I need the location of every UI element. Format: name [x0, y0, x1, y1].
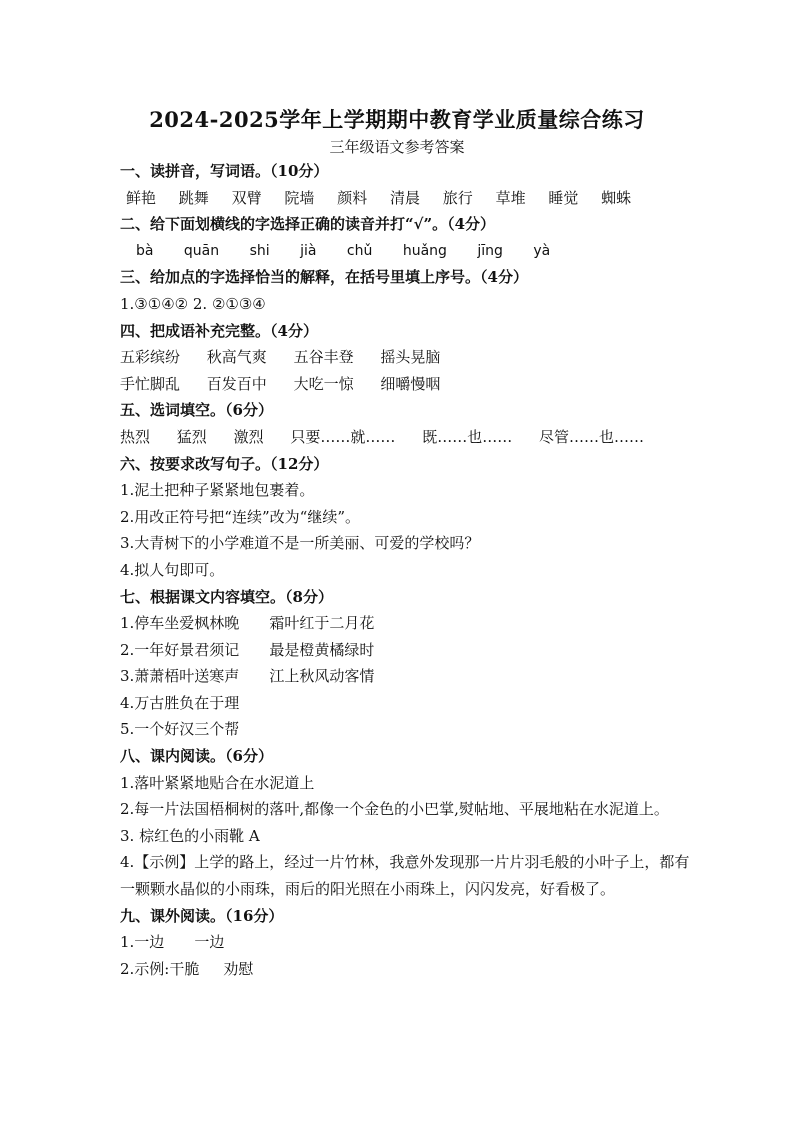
- word-item: 鲜艳: [126, 188, 157, 207]
- choice-item: 既……也……: [422, 427, 513, 446]
- section-9-line: [120, 956, 690, 983]
- idiom-item: 五彩缤纷: [120, 348, 181, 367]
- poem-line-a: 3.萧萧梧叶送寒声: [120, 667, 240, 686]
- poem-line-a: 1.停车坐爱枫林晚: [120, 614, 240, 633]
- section-8-line: 1.落叶紧紧地贴合在水泥道上: [120, 773, 315, 792]
- section-5-heading: 五、选词填空。（6分）: [120, 401, 273, 420]
- word-item: 清晨: [389, 188, 420, 207]
- poem-line-b: 江上秋风动客情: [269, 667, 375, 686]
- answer-part: 劝慰: [223, 959, 254, 978]
- section-7-line: [120, 610, 690, 637]
- answer-part: 1.一边: [120, 933, 165, 952]
- pinyin-item: huǎng: [402, 242, 447, 259]
- answer-content: [120, 158, 690, 982]
- choice-item: 只要……就……: [290, 427, 396, 446]
- section-4-row-1: [120, 344, 690, 371]
- pinyin-item: bà: [136, 242, 154, 259]
- word-item: 颜料: [337, 188, 368, 207]
- poem-line-b: 最是橙黄橘绿时: [269, 640, 375, 659]
- section-6-line: 3.大青树下的小学难道不是一所美丽、可爱的学校吗？: [120, 534, 480, 553]
- answer-part: 2.示例:干脆: [120, 959, 200, 978]
- idiom-item: 细嚼慢咽: [380, 374, 441, 393]
- word-item: 跳舞: [178, 188, 209, 207]
- section-8-line: 4.【示例】上学的路上，经过一片竹林，我意外发现那一片片羽毛般的小叶子上，都有一颗颗水晶似的小雨珠，雨后的阳光照在小雨珠上，闪闪发亮，好看极了。: [120, 853, 690, 899]
- answer-part: 一边: [194, 933, 225, 952]
- word-item: 草堆: [495, 188, 526, 207]
- section-6-line: 4.拟人句即可。: [120, 560, 225, 579]
- poem-line-a: 4.万古胜负在于理: [120, 693, 240, 712]
- idiom-item: 百发百中: [206, 374, 267, 393]
- page-subtitle: 三年级语文参考答案: [329, 138, 465, 156]
- section-2-pinyin: [120, 238, 690, 265]
- word-item: 旅行: [442, 188, 473, 207]
- section-6-heading: 六、按要求改写句子。（12分）: [120, 454, 329, 473]
- poem-line-a: 5.一个好汉三个帮: [120, 720, 240, 739]
- pinyin-item: jià: [300, 242, 317, 259]
- section-7-line: [120, 716, 690, 743]
- idiom-item: 秋高气爽: [206, 348, 267, 367]
- choice-item: 热烈: [120, 427, 151, 446]
- word-item: 蜘蛛: [601, 188, 632, 207]
- pinyin-item: yà: [533, 242, 551, 259]
- section-7-line: [120, 637, 690, 664]
- section-9-heading: 九、课外阅读。（16分）: [120, 906, 284, 925]
- poem-line-b: 霜叶红于二月花: [269, 614, 375, 633]
- section-2-heading: 二、给下面划横线的字选择正确的读音并打“√”。（4分）: [120, 215, 496, 234]
- pinyin-item: quān: [183, 242, 220, 259]
- choice-item: 尽管……也……: [538, 427, 644, 446]
- poem-line-a: 2.一年好景君须记: [120, 640, 240, 659]
- idiom-item: 五谷丰登: [293, 348, 354, 367]
- section-9-line: [120, 929, 690, 956]
- section-3-answer: 1.③①④② 2. ②①③④: [120, 294, 266, 313]
- section-7-line: [120, 663, 690, 690]
- section-4-heading: 四、把成语补充完整。（4分）: [120, 321, 318, 340]
- pinyin-item: shi: [249, 242, 270, 259]
- pinyin-item: jīng: [477, 242, 503, 259]
- word-item: 双臂: [231, 188, 262, 207]
- section-1-words: [120, 185, 690, 212]
- page-title: 2024-2025学年上学期期中教育学业质量综合练习: [149, 107, 645, 132]
- idiom-item: 大吃一惊: [293, 374, 354, 393]
- pinyin-item: chǔ: [346, 242, 373, 259]
- section-5-choices: [120, 424, 690, 451]
- word-item: 院墙: [284, 188, 315, 207]
- section-7-line: [120, 690, 690, 717]
- section-4-row-2: [120, 371, 690, 398]
- idiom-item: 手忙脚乱: [120, 374, 181, 393]
- section-6-line: 1.泥土把种子紧紧地包裹着。: [120, 481, 315, 500]
- word-item: 睡觉: [548, 188, 579, 207]
- section-6-line: 2.用改正符号把“连续”改为“继续”。: [120, 507, 360, 526]
- section-8-heading: 八、课内阅读。（6分）: [120, 747, 273, 766]
- section-8-line: 2.每一片法国梧桐树的落叶,都像一个金色的小巴掌,熨帖地、平展地粘在水泥道上。: [120, 800, 669, 819]
- section-8-line: 3. 棕红色的小雨靴 A: [120, 826, 260, 845]
- section-7-heading: 七、根据课文内容填空。（8分）: [120, 587, 333, 606]
- choice-item: 猛烈: [176, 427, 207, 446]
- section-1-heading: 一、读拼音，写词语。（10分）: [120, 162, 329, 180]
- idiom-item: 摇头晃脑: [380, 348, 441, 367]
- section-3-heading: 三、给加点的字选择恰当的解释，在括号里填上序号。（4分）: [120, 268, 528, 287]
- choice-item: 激烈: [233, 427, 264, 446]
